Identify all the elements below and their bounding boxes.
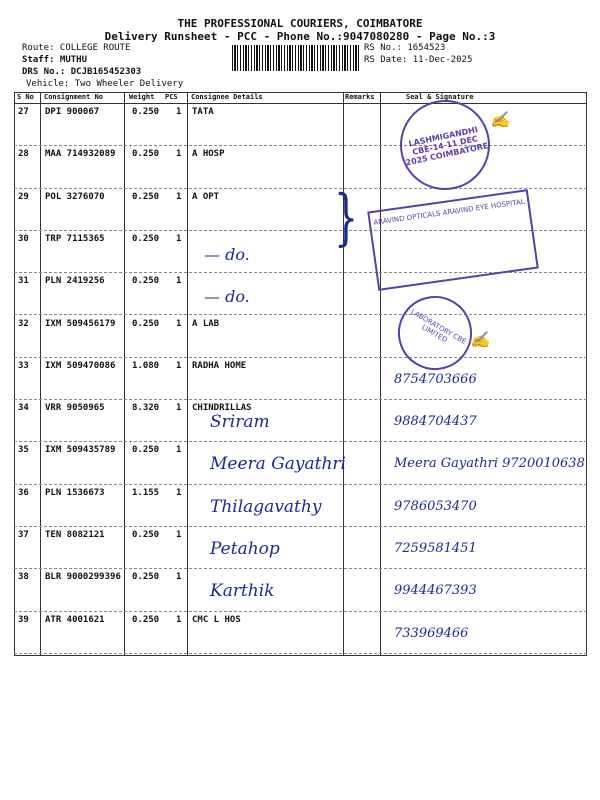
col-pcs: PCS (165, 93, 178, 101)
row-sno: 30 (18, 233, 29, 244)
col-remarks: Remarks (345, 93, 375, 101)
table-row (14, 358, 587, 400)
row-sno: 29 (18, 191, 29, 202)
optical-stamp: ARAVIND OPTICALS ARAVIND EYE HOSPITAL (367, 189, 539, 291)
row-pcs: 1 (176, 191, 182, 202)
rs-number: RS No.: 1654523 (364, 43, 446, 53)
row-weight: 0.250 (132, 572, 160, 583)
row-consignee: A HOSP (192, 149, 225, 160)
row-consignee: A LAB (192, 318, 220, 329)
row-handwritten-name: Thilagavathy (210, 496, 322, 517)
row-pcs: 1 (176, 530, 182, 540)
row-consignment-no: BLR 9000299396 (45, 572, 121, 583)
row-sno: 36 (18, 487, 29, 498)
drs-number: DRS No.: DCJB165452303 (22, 67, 142, 77)
route-text: Route: COLLEGE ROUTE (22, 43, 131, 53)
row-weight: 0.250 (132, 276, 160, 287)
row-weight: 0.250 (132, 191, 160, 202)
row-consignment-no: TRP 7115365 (45, 233, 105, 244)
barcode (232, 45, 360, 71)
table-header (14, 92, 587, 104)
table-row (14, 146, 587, 188)
row-consignee: RADHA HOME (192, 360, 247, 371)
row-pcs: 1 (176, 318, 182, 329)
row-handwritten-name: Karthik (210, 581, 275, 602)
row-pcs: 1 (176, 107, 182, 117)
row-signature-text: 9884704437 (394, 414, 477, 430)
row-pcs: 1 (176, 487, 182, 498)
row-sno: 32 (18, 318, 29, 329)
lab-seal: LABORATORY CBE LIMITED (384, 282, 485, 383)
row-pcs: 1 (176, 572, 182, 583)
row-signature-text: 7259581451 (394, 541, 477, 556)
table-row (14, 485, 587, 527)
vehicle-text: Vehicle: Two Wheeler Delivery (26, 79, 184, 89)
row-sno: 38 (18, 572, 29, 583)
col-signature: Seal & Signature (406, 93, 474, 101)
row-signature-text: 9944467393 (394, 583, 477, 599)
row-weight: 8.320 (132, 403, 160, 414)
row-pcs: 1 (176, 403, 182, 414)
row-consignee: CMC L HOS (192, 614, 241, 625)
row-sno: 37 (18, 530, 29, 540)
row-pcs: 1 (176, 233, 182, 244)
row-pcs: 1 (176, 614, 182, 625)
signature-32: ✍ (470, 330, 490, 349)
signature-27: ✍ (490, 110, 510, 129)
row-weight: 1.155 (132, 487, 160, 498)
company-title: THE PROFESSIONAL COURIERS, COIMBATORE (177, 17, 423, 30)
row-weight: 0.250 (132, 614, 160, 625)
row-sno: 34 (18, 403, 29, 414)
row-sno: 27 (18, 107, 29, 117)
row-signature-text: Meera Gayathri 9720010638 (394, 456, 585, 472)
table-row (14, 316, 587, 358)
row-handwritten-name: Sriram (210, 412, 270, 433)
table-row (14, 527, 587, 569)
row-consignee: CHINDRILLAS (192, 403, 252, 414)
row-sno: 33 (18, 360, 29, 371)
row-sno: 28 (18, 149, 29, 160)
col-consignee: Consignee Details (191, 93, 263, 101)
row-pcs: 1 (176, 276, 182, 287)
row-handwritten-name: — do. (204, 287, 250, 307)
row-consignment-no: ATR 4001621 (45, 614, 105, 625)
row-consignment-no: IXM 509435789 (45, 445, 116, 456)
row-pcs: 1 (176, 360, 182, 371)
staff-text: Staff: MUTHU (22, 55, 88, 65)
runsheet-subtitle: Delivery Runsheet - PCC - Phone No.:9047080280 - Page No.:3 (104, 30, 496, 43)
row-pcs: 1 (176, 445, 182, 456)
row-consignment-no: DPI 900067 (45, 107, 100, 117)
row-consignment-no: MAA 714932089 (45, 149, 116, 160)
rs-date: RS Date: 11-Dec-2025 (364, 55, 473, 65)
brace-mark: } (334, 181, 359, 253)
row-signature-text: 733969466 (394, 625, 469, 641)
table-row (14, 612, 587, 654)
row-pcs: 1 (176, 149, 182, 160)
row-handwritten-name: Meera Gayathri (210, 454, 346, 475)
row-consignee: TATA (192, 107, 214, 117)
row-sno: 39 (18, 614, 29, 625)
row-consignment-no: VRR 9050965 (45, 403, 105, 414)
table-row (14, 400, 587, 442)
row-weight: 0.250 (132, 149, 160, 160)
row-sno: 31 (18, 276, 29, 287)
col-sno: S No (17, 93, 34, 101)
row-weight: 0.250 (132, 445, 160, 456)
row-handwritten-name: Petahop (210, 539, 280, 559)
row-consignment-no: POL 3276070 (45, 191, 105, 202)
post-office-seal: LASHMIGANDHI CBE-14 11 DEC 2025 COIMBATORE (392, 92, 499, 199)
row-sno: 35 (18, 445, 29, 456)
row-weight: 0.250 (132, 318, 160, 329)
col-weight: Weight (129, 93, 155, 101)
table-row (14, 569, 587, 611)
table-row (14, 273, 587, 315)
row-handwritten-name: — do. (204, 244, 250, 264)
row-weight: 1.080 (132, 360, 160, 371)
row-divider (14, 653, 587, 654)
row-weight: 0.250 (132, 107, 160, 117)
row-consignment-no: IXM 509470086 (45, 360, 116, 371)
row-weight: 0.250 (132, 233, 160, 244)
row-consignee: A OPT (192, 191, 220, 202)
row-weight: 0.250 (132, 530, 160, 540)
row-consignment-no: PLN 2419256 (45, 276, 105, 287)
col-consignment: Consignment No (44, 93, 104, 101)
row-signature-text: 9786053470 (394, 498, 477, 514)
row-consignment-no: PLN 1536673 (45, 487, 105, 498)
table-row (14, 442, 587, 484)
row-consignment-no: TEN 8082121 (45, 530, 105, 540)
row-signature-text: 8754703666 (394, 371, 477, 387)
row-consignment-no: IXM 509456179 (45, 318, 116, 329)
